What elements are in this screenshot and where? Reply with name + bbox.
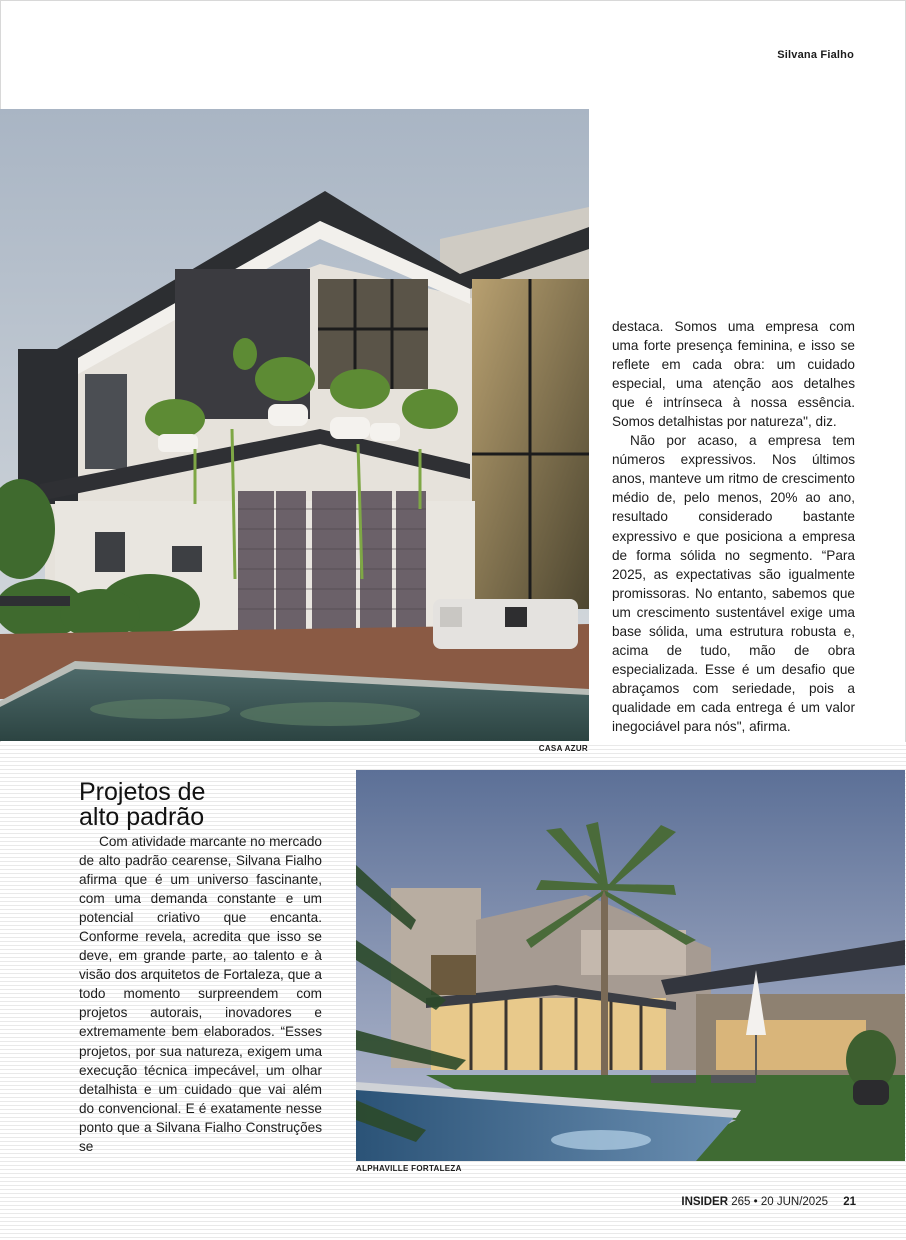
- issue-date: 20 JUN/2025: [760, 1196, 828, 1208]
- right-column-text: [612, 317, 855, 736]
- casa-azur-caption: CASA AZUR: [538, 744, 588, 753]
- section-heading: [79, 780, 349, 830]
- heading-line-1: Projetos de: [79, 778, 206, 806]
- page-number: 21: [843, 1196, 856, 1208]
- casa-azur-photo: [0, 109, 589, 741]
- right-paragraph-1: destaca. Somos uma empresa com uma forte presença feminina, e isso se reflete em cada obra: um cuidado especial, uma atenção aos detalhes que é intrínseca à nossa essência. Somos detalhistas por natureza", diz.: [612, 319, 855, 430]
- alphaville-fortaleza-caption: ALPHAVILLE FORTALEZA: [356, 1164, 462, 1173]
- magazine-name: INSIDER: [681, 1196, 729, 1208]
- page-footer: [681, 1196, 856, 1208]
- left-column-text: [79, 832, 322, 1156]
- footer-separator: •: [753, 1196, 758, 1208]
- author-name: Silvana Fialho: [777, 49, 854, 61]
- issue-number: 265: [731, 1196, 751, 1208]
- right-paragraph-2: Não por acaso, a empresa tem números expressivos. Nos últimos anos, manteve um ritmo de crescimento médio de, pelo menos, 20% ao ano, resultado considerado bastante expressivo e que posiciona a empresa de forma sólida no segmento. “Para 2025, as expectativas são igualmente promissoras. No entanto, sabemos que um crescimento sustentável exige uma base sólida, uma estrutura robusta e, acima de tudo, mão de obra especializada. Esse é um desafio que abraçamos com seriedade, pois a qualidade em cada entrega é um valor inegociável para nós", afirma.: [612, 433, 855, 734]
- left-paragraph: Com atividade marcante no mercado de alto padrão cearense, Silvana Fialho afirma que é um universo fascinante, com uma demanda constante e um potencial criativo que encanta. Conforme revela, acredita que isso se deve, em grande parte, ao talento e à visão dos arquitetos de Fortaleza, que a todo momento surpreendem com projetos autorais, inovadores e extremamente bem elaborados. “Esses projetos, por sua natureza, exigem uma execução técnica impecável, um olhar detalhista e um cuidado que vai além do convencional. E é exatamente nesse ponto que a Silvana Fialho Construções se: [79, 834, 322, 1154]
- heading-line-2: alto padrão: [79, 803, 205, 831]
- alphaville-fortaleza-photo: [356, 770, 905, 1161]
